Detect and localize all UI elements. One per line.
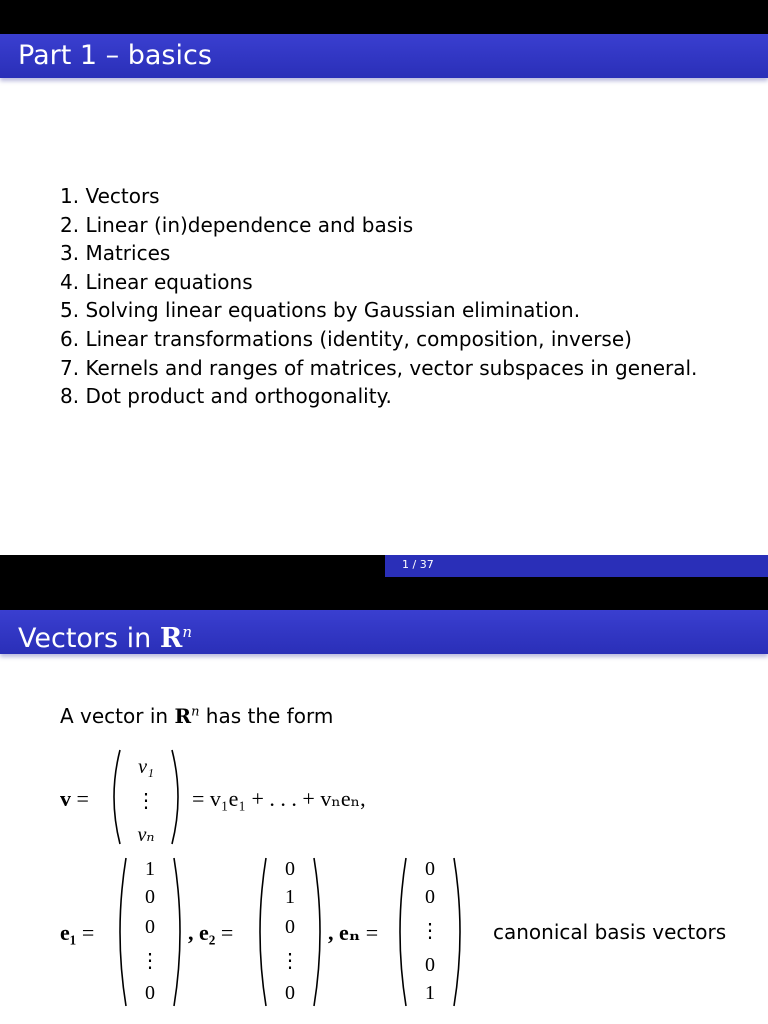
e2-entry: 0: [285, 858, 295, 880]
v-entry: vₙ: [137, 824, 155, 846]
en-label: , eₙ =: [328, 920, 379, 945]
list-item: 1. Vectors: [60, 184, 160, 208]
en-entry: 0: [425, 858, 435, 880]
top-black-bar: [0, 0, 768, 34]
en-entry: 0: [425, 954, 435, 976]
e2-label: , e₂ =: [188, 920, 234, 945]
en-entry: 1: [425, 982, 435, 1004]
e2-entry: 0: [285, 916, 295, 938]
e2-entry: ⋮: [280, 950, 300, 972]
v-entry: ⋮: [136, 790, 156, 812]
e2-entry: 1: [285, 886, 295, 908]
v-entry: v₁: [138, 756, 154, 778]
en-entry: ⋮: [420, 920, 440, 942]
outline-list: [60, 182, 697, 411]
list-item: 5. Solving linear equations by Gaussian elimination.: [60, 298, 581, 323]
list-item: 7. Kernels and ranges of matrices, vector subspaces in general.: [60, 355, 698, 380]
e1-entry: 1: [145, 858, 155, 880]
v-expansion: = v₁e₁ + . . . + vₙeₙ,: [192, 786, 366, 811]
page-number: 1 / 37: [402, 558, 434, 571]
basis-caption: canonical basis vectors: [493, 920, 727, 944]
list-item: 3. Matrices: [60, 241, 171, 266]
v-symbol: v =: [60, 786, 89, 811]
slide-title-bar: [0, 34, 768, 78]
e1-entry: 0: [145, 886, 155, 908]
en-entry: 0: [425, 886, 435, 908]
slide-title-bar: [0, 610, 768, 654]
e1-entry: 0: [145, 982, 155, 1004]
e1-entry: ⋮: [140, 950, 160, 972]
slide-title: Part 1 – basics: [18, 40, 212, 71]
list-item: 4. Linear equations: [60, 269, 253, 294]
page-indicator: [385, 555, 768, 577]
e2-entry: 0: [285, 982, 295, 1004]
list-item: 6. Linear transformations (identity, composition, inverse): [60, 326, 632, 351]
slide-title: Vectors in $R^n$: [18, 623, 193, 654]
e1-entry: 0: [145, 916, 155, 938]
e1-label: e₁ =: [60, 920, 95, 945]
list-item: 8. Dot product and orthogonality.: [60, 384, 392, 409]
top-black-bar: [0, 577, 768, 610]
list-item: 2. Linear (in)dependence and basis: [60, 212, 414, 237]
intro-text: A vector in $R^n$ has the form: [60, 704, 334, 728]
